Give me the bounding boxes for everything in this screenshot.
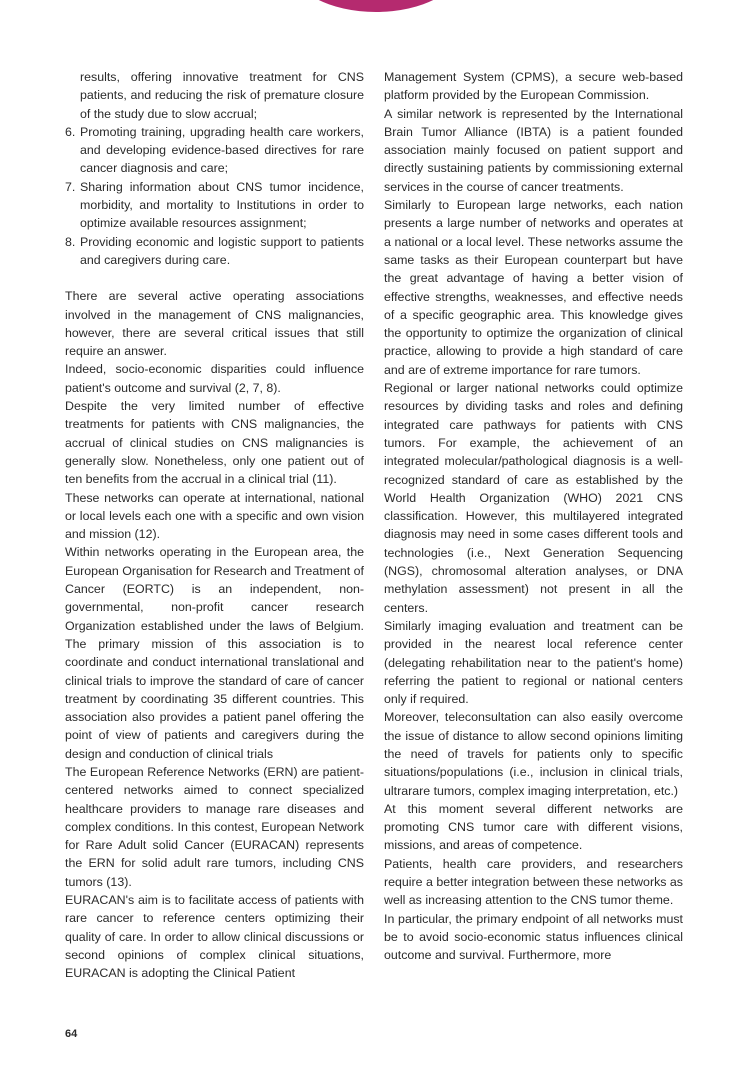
list-item: [65, 68, 364, 123]
paragraph: The European Reference Networks (ERN) are patient-centered networks aimed to connect specialized healthcare providers to manage rare diseases and complex conditions. In this contest, European Network for Rare Adult solid Cancer (EURACAN) represents the ERN for solid adult rare tumors, including CNS tumors (13).: [65, 764, 364, 889]
volume-label: [330, 0, 421, 12]
paragraph: Within networks operating in the European area, the European Organisation for Research and Treatment of Cancer (EORTC) is an independent, non-governmental, non-profit cancer research Organization established under the laws of Belgium. The primary mission of this association is to coordinate and conduct international translational and clinical trials to improve the standard of care of cancer treatment by coordinating 35 different countries. This association also provides a patient panel offering the point of view of patients and caregivers during the design and conduction of clinical trials: [65, 545, 364, 761]
paragraph: In particular, the primary endpoint of all networks must be to avoid socio-economic status influences clinical outcome and survival. Furthermore, more: [384, 911, 683, 963]
paragraph: Despite the very limited number of effective treatments for patients with CNS malignancies, the accrual of clinical studies on CNS malignancies is generally slow. Nonetheless, only one patient out of ten benefits from the accrual in a clinical trial (11).: [65, 399, 364, 487]
volume-header-tab: [291, 0, 461, 12]
list-item-number: 6.: [65, 124, 76, 139]
list-item-text: results, offering innovative treatment for CNS patients, and reducing the risk of premature closure of the study due to slow accrual;: [80, 70, 364, 121]
paragraph: There are several active operating associations involved in the management of CNS malignancies, however, there are several critical issues that still require an answer.: [65, 289, 364, 359]
right-column: [384, 68, 683, 965]
list-item: [65, 123, 364, 178]
paragraph: Management System (CPMS), a secure web-based platform provided by the European Commission.: [384, 70, 683, 103]
paragraph: These networks can operate at international, national or local levels each one with a specific and own vision and mission (12).: [65, 490, 364, 542]
list-item-text: Sharing information about CNS tumor incidence, morbidity, and mortality to Institutions in order to optimize available resources assignment;: [80, 179, 364, 231]
paragraph: Indeed, socio-economic disparities could influence patient's outcome and survival (2, 7, 8).: [65, 362, 364, 395]
numbered-list: [65, 68, 364, 269]
left-column: [65, 68, 364, 983]
page-number: 64: [65, 1028, 78, 1040]
paragraph: Similarly imaging evaluation and treatment can be provided in the nearest local reference center (delegating rehabilitation near to the patient's home) referring the patient to regional or national centers only if required.: [384, 618, 683, 707]
list-item-number: 7.: [65, 179, 76, 194]
paragraph: Moreover, teleconsultation can also easily overcome the issue of distance to allow second opinions limiting the need of travels for patients only to specific situations/populations (i.e., inclusion in clinical trials, ultrarare tumors, complex imaging interpretation, etc.): [384, 710, 683, 798]
paragraph: EURACAN's aim is to facilitate access of patients with rare cancer to reference centers optimizing their quality of care. In order to allow clinical discussions or second opinions of complex clinical situations, EURACAN is adopting the Clinical Patient: [65, 893, 364, 981]
list-item-number: 8.: [65, 234, 76, 249]
paragraph: Patients, health care providers, and researchers require a better integration between these networks as well as increasing attention to the CNS tumor theme.: [384, 856, 683, 908]
paragraph: A similar network is represented by the International Brain Tumor Alliance (IBTA) is a patient founded association mainly focused on patient support and directly sustaining patients by commissioning external services in the course of cancer treatments.: [384, 106, 683, 194]
paragraph: Similarly to European large networks, each nation presents a large number of networks and operates at a national or a local level. These networks assume the same tasks as their European counterpart but have the great advantage of having a better vision of effective strengths, weaknesses, and effective needs of a specific geographic area. This knowledge gives the opportunity to optimize the organization of clinical practice, allowing to provide a high standard of care and are of extreme importance for rare tumors.: [384, 198, 683, 377]
paragraph: At this moment several different networks are promoting CNS tumor care with different visions, missions, and areas of competence.: [384, 801, 683, 853]
paragraph: Regional or larger national networks could optimize resources by dividing tasks and roles and defining integrated care pathways for patients with CNS tumors. For example, the achievement of an integrated molecular/pathological diagnosis is a well-recognized standard of care as established by the World Health Organization (WHO) 2021 CNS classification. However, this multilayered integrated diagnosis may need in some cases different tools and technologies (i.e., Next Generation Sequencing (NGS), chromosomal alteration analyses, or DNA methylation assessment) not present in all the centers.: [384, 381, 683, 615]
list-item: [65, 233, 364, 270]
list-item-text: Providing economic and logistic support to patients and caregivers during care.: [80, 234, 364, 267]
list-item-text: Promoting training, upgrading health care workers, and developing evidence-based directives for rare cancer diagnosis and care;: [80, 124, 364, 176]
list-item: [65, 178, 364, 233]
